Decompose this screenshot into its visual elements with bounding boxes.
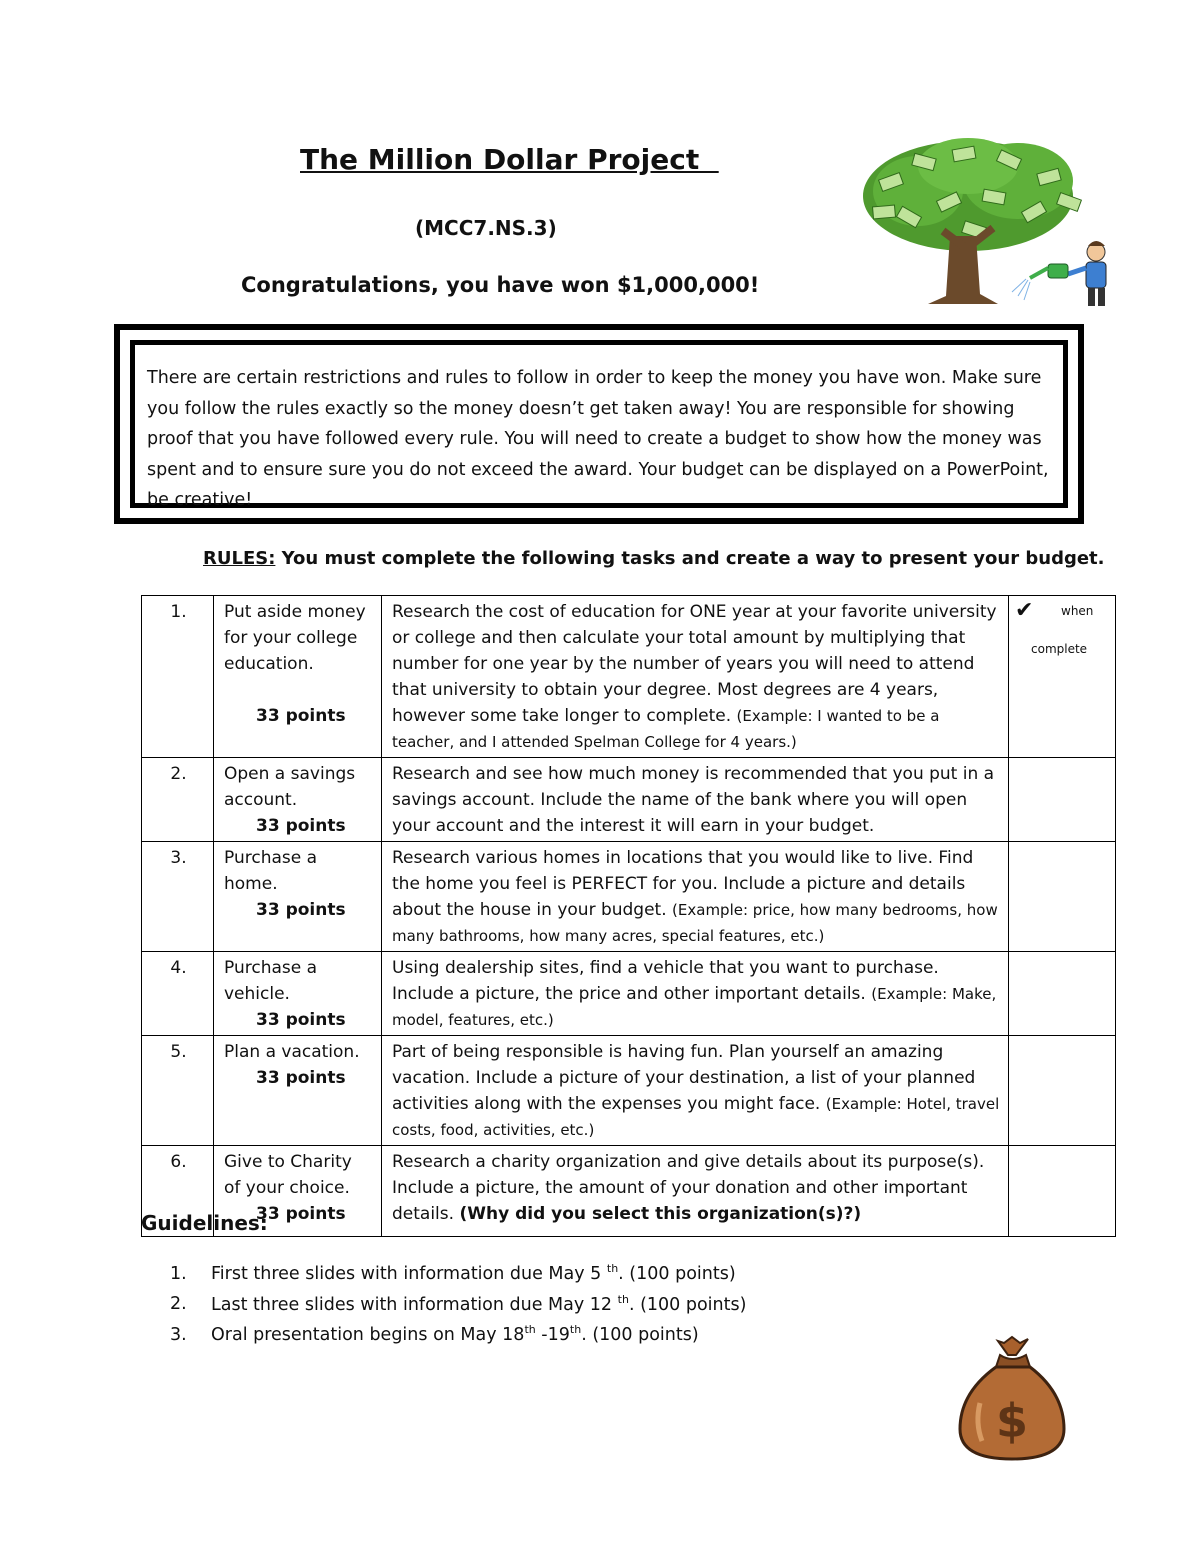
guideline-text: -19 — [535, 1324, 570, 1345]
when-label: when — [1061, 604, 1094, 618]
task-example: (Example: price, how many bedrooms, how many bathrooms, how many acres, special features, etc.) — [392, 901, 998, 945]
completion-check-cell[interactable] — [1009, 842, 1116, 952]
table-row — [142, 952, 1116, 1036]
list-item — [170, 1293, 746, 1324]
task-description: Research and see how much money is recommended that you put in a savings account. Include the name of the bank where you will open your account and the interest it will earn in your budget. — [392, 764, 995, 836]
list-item — [170, 1323, 746, 1354]
guidelines-heading: Guidelines: — [141, 1211, 268, 1235]
list-number: 2. — [170, 1294, 187, 1315]
task-number: 5. — [142, 1036, 214, 1146]
task-title: Plan a vacation. — [224, 1042, 360, 1062]
guideline-text: First three slides with information due May 5 — [211, 1263, 607, 1284]
task-description-cell — [382, 1146, 1009, 1237]
completion-check-cell[interactable] — [1009, 1036, 1116, 1146]
table-row — [142, 1036, 1116, 1146]
task-points: 33 points — [256, 1068, 346, 1088]
task-number: 1. — [142, 596, 214, 758]
page-title: The Million Dollar Project — [300, 143, 719, 176]
guideline-text: Last three slides with information due May 12 — [211, 1294, 618, 1315]
task-cell — [214, 842, 382, 952]
rules-text: You must complete the following tasks and create a way to present your budget. — [275, 548, 1105, 569]
task-example: (Example: Make, model, features, etc.) — [392, 985, 997, 1029]
task-description: Using dealership sites, find a vehicle that you want to purchase. Include a picture, the price and other important details. — [392, 958, 939, 1004]
list-number: 1. — [170, 1263, 187, 1284]
task-points: 33 points — [256, 1204, 346, 1224]
task-description-cell — [382, 758, 1009, 842]
task-description-cell — [382, 1036, 1009, 1146]
task-cell — [214, 952, 382, 1036]
checkmark-icon: ✔ — [1015, 598, 1034, 623]
task-cell — [214, 596, 382, 758]
completion-check-cell[interactable] — [1009, 952, 1116, 1036]
task-description-cell — [382, 842, 1009, 952]
task-number: 3. — [142, 842, 214, 952]
complete-label: complete — [1031, 642, 1088, 656]
congratulations-heading: Congratulations, you have won $1,000,000! — [241, 273, 760, 297]
task-title: Put aside money for your college education. — [224, 602, 366, 674]
table-row — [142, 758, 1116, 842]
superscript: th — [569, 1323, 582, 1336]
task-number: 6. — [142, 1146, 214, 1237]
table-row — [142, 1146, 1116, 1237]
guidelines-list — [170, 1262, 746, 1354]
task-points: 33 points — [256, 900, 346, 920]
superscript: th — [524, 1323, 536, 1336]
task-description-cell — [382, 596, 1009, 758]
task-title: Purchase a home. — [224, 848, 318, 894]
money-tree-image — [858, 136, 1124, 308]
task-example: (Example: Hotel, travel costs, food, activities, etc.) — [392, 1095, 1000, 1139]
rules-heading — [203, 548, 1105, 569]
task-emphasis: (Why did you select this organization(s)?) — [459, 1204, 862, 1224]
table-row — [142, 842, 1116, 952]
task-points: 33 points — [256, 1010, 346, 1030]
completion-check-cell[interactable] — [1009, 1146, 1116, 1237]
superscript: th — [606, 1262, 619, 1275]
money-bag-image — [950, 1333, 1074, 1463]
intro-text: There are certain restrictions and rules to follow in order to keep the money you have won. Make sure you follow the rules exactly so the money doesn’t get taken away! You are responsible for showing proof that you have followed every rule. You will need to create a budget to show how the money was spent and to ensure sure you do not exceed the award. Your budget can be displayed on a PowerPoint, be creative! — [130, 340, 1068, 508]
intro-frame — [114, 324, 1084, 524]
task-description: Part of being responsible is having fun. Plan yourself an amazing vacation. Include a picture of your destination, a list of your planned activities along with the expenses you might face. — [392, 1042, 976, 1114]
task-cell — [214, 758, 382, 842]
task-points: 33 points — [256, 816, 346, 836]
standard-code: (MCC7.NS.3) — [415, 216, 557, 240]
list-item — [170, 1262, 746, 1293]
completion-check-cell[interactable] — [1009, 596, 1116, 758]
task-number: 2. — [142, 758, 214, 842]
task-number: 4. — [142, 952, 214, 1036]
task-description-cell — [382, 952, 1009, 1036]
task-description: Research various homes in locations that you would like to live. Find the home you feel is PERFECT for you. Include a picture and details about the house in your budget. — [392, 848, 974, 920]
superscript: th — [617, 1292, 629, 1306]
tasks-table — [141, 595, 1116, 1237]
completion-check-cell[interactable] — [1009, 758, 1116, 842]
table-row — [142, 596, 1116, 758]
task-points: 33 points — [256, 706, 346, 726]
rules-label: RULES: — [203, 548, 276, 569]
man-watering — [1012, 241, 1106, 306]
list-number: 3. — [170, 1324, 187, 1345]
task-title: Open a savings account. — [224, 764, 356, 810]
guideline-text: . (100 points) — [628, 1294, 747, 1315]
task-cell — [214, 1036, 382, 1146]
guideline-text: Oral presentation begins on May 18 — [211, 1324, 525, 1345]
dollar-sign-icon: $ — [995, 1394, 1029, 1448]
guideline-text: . (100 points) — [618, 1263, 736, 1284]
task-example: (Example: I wanted to be a teacher, and I attended Spelman College for 4 years.) — [392, 707, 940, 751]
task-title: Purchase a vehicle. — [224, 958, 318, 1004]
task-description: Research the cost of education for ONE year at your favorite university or college and then calculate your total amount by multiplying that number for one year by the number of years you will need to attend that university to obtain your degree. Most degrees are 4 years, however some take longer to complete. — [392, 602, 997, 726]
guideline-text: . (100 points) — [581, 1324, 699, 1345]
task-title: Give to Charity of your choice. — [224, 1152, 352, 1198]
task-description: Research a charity organization and give details about its purpose(s). Include a picture, the amount of your donation and other important details. — [392, 1152, 985, 1224]
